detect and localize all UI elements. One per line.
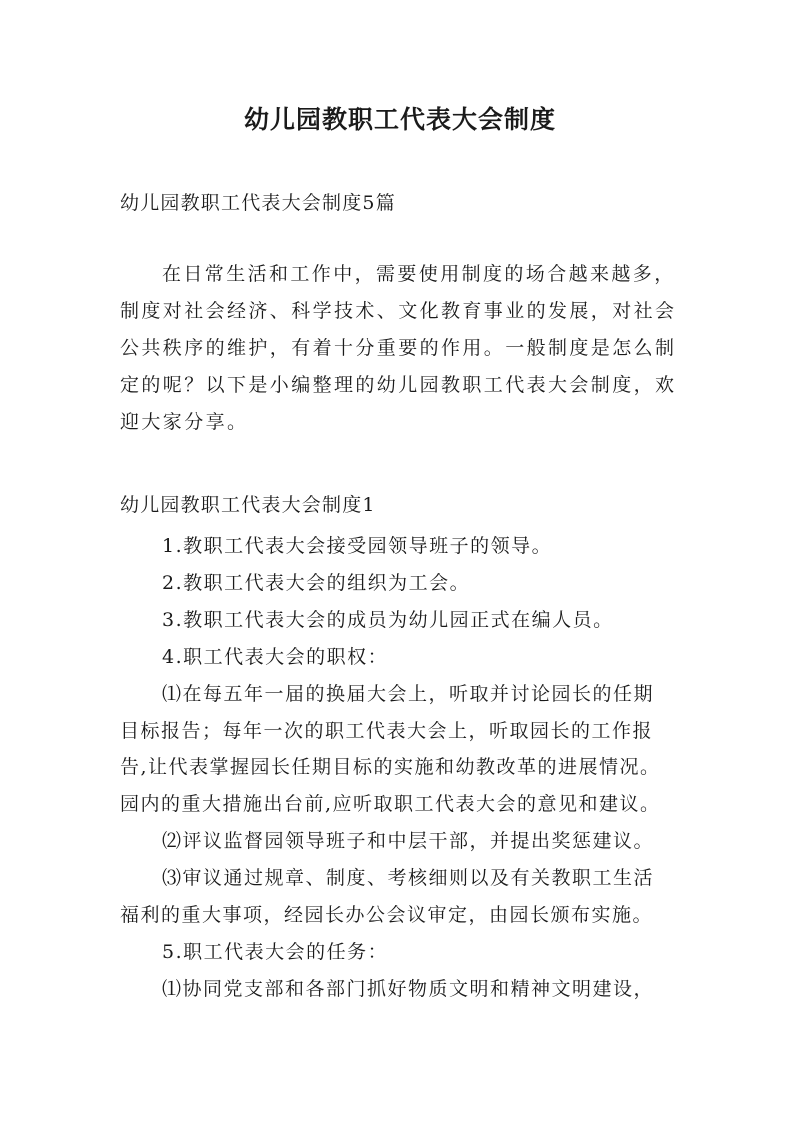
list-item: 4.职工代表大会的职权： [162,645,389,668]
section-heading: 幼儿园教职工代表大会制度1 [120,494,376,516]
body-line: 园内的重大措施出台前,应听取职工代表大会的意见和建议。 [120,793,661,816]
body-line: 告,让代表掌握园长任期目标的实施和幼教改革的进展情况。 [120,756,661,779]
intro-line: 公共秩序的维护，有着十分重要的作用。一般制度是怎么制 [120,337,677,359]
intro-line: 迎大家分享。 [120,411,249,433]
body-line: ⑵评议监督园领导班子和中层干部，并提出奖惩建议。 [162,830,655,853]
body-line: 目标报告；每年一次的职工代表大会上，听取园长的工作报 [120,719,654,742]
list-item: 2.教职工代表大会的组织为工会。 [162,571,471,594]
body-line: ⑴协同党支部和各部门抓好物质文明和精神文明建设， [162,977,655,1000]
document-title: 幼儿园教职工代表大会制度 [243,105,556,134]
document-subtitle: 幼儿园教职工代表大会制度5篇 [120,192,396,214]
body-line: ⑶审议通过规章、制度、考核细则以及有关教职工生活 [162,867,655,890]
list-item: 5.职工代表大会的任务： [162,940,389,963]
intro-line: 制度对社会经济、科学技术、文化教育事业的发展，对社会 [120,300,677,322]
body-line: ⑴在每五年一届的换届大会上，听取并讨论园长的任期 [162,682,655,705]
body-line: 福利的重大事项，经园长办公会议审定，由园长颁布实施。 [120,904,654,927]
intro-line: 在日常生活和工作中，需要使用制度的场合越来越多， [162,263,676,285]
list-item: 3.教职工代表大会的成员为幼儿园正式在编人员。 [162,608,614,631]
list-item: 1.教职工代表大会接受园领导班子的领导。 [162,535,553,557]
intro-paragraph [120,256,695,441]
intro-line: 定的呢？以下是小编整理的幼儿园教职工代表大会制度，欢 [120,374,677,396]
section-body [120,528,700,1008]
